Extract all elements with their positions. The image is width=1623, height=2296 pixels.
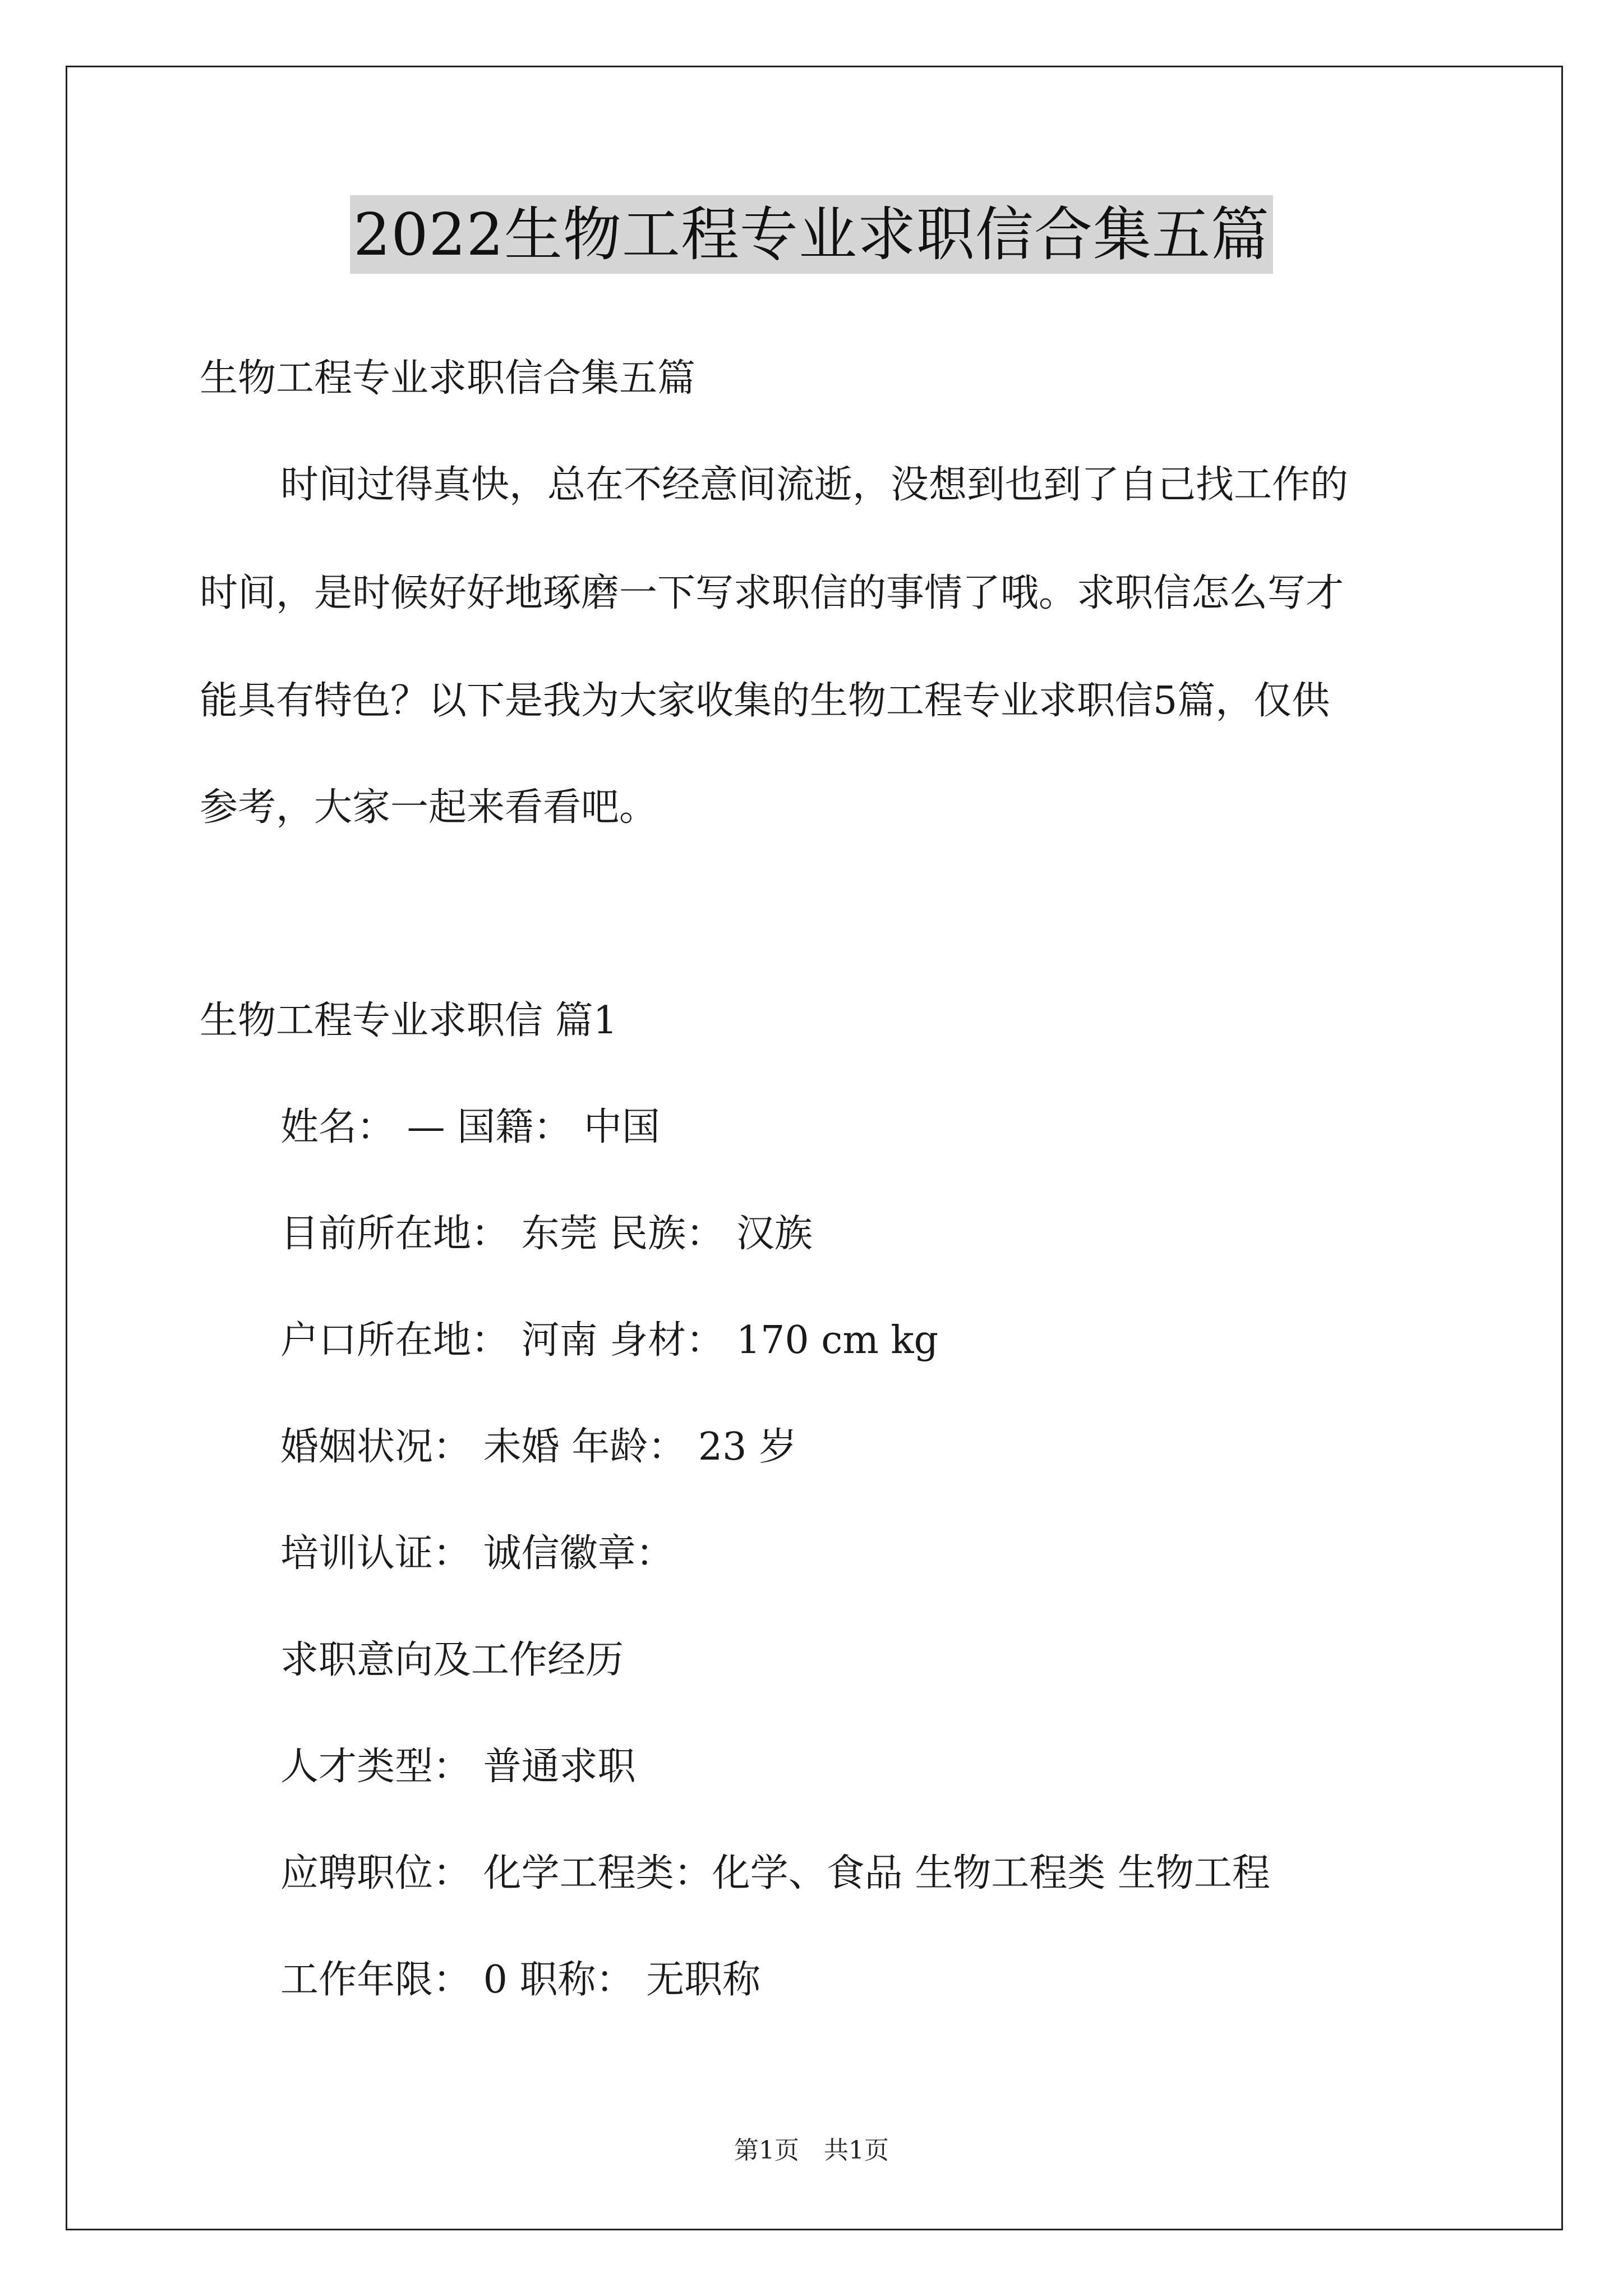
field-marital-age: 婚姻状况： 未婚 年龄： 23 岁: [280, 1425, 797, 1469]
field-position: 应聘职位： 化学工程类：化学、食品 生物工程类 生物工程: [280, 1851, 1270, 1895]
intro-paragraph-line-3: 能具有特色？以下是我为大家收集的生物工程专业求职信5篇，仅供: [200, 679, 1330, 723]
intro-paragraph-line-1: 时间过得真快，总在不经意间流逝，没想到也到了自己找工作的: [280, 463, 1349, 507]
document-title: 2022生物工程专业求职信合集五篇: [350, 195, 1273, 274]
field-location-ethnicity: 目前所在地： 东莞 民族： 汉族: [280, 1212, 813, 1256]
intro-paragraph-line-2: 时间，是时候好好地琢磨一下写求职信的事情了哦。求职信怎么写才: [200, 571, 1344, 615]
field-name-nationality: 姓名： — 国籍： 中国: [280, 1105, 660, 1149]
section-heading: 生物工程专业求职信 篇1: [200, 999, 617, 1043]
field-subheading-intent: 求职意向及工作经历: [280, 1638, 624, 1682]
intro-paragraph-line-4: 参考，大家一起来看看吧。: [200, 785, 658, 830]
title-container: [0, 195, 1623, 274]
intro-heading: 生物工程专业求职信合集五篇: [200, 356, 696, 401]
field-hukou-height: 户口所在地： 河南 身材： 170 cm kg: [280, 1318, 939, 1363]
field-talent-type: 人才类型： 普通求职: [280, 1745, 636, 1789]
field-years-title: 工作年限： 0 职称： 无职称: [280, 1958, 761, 2002]
page-footer: 第1页 共1页: [734, 2136, 889, 2165]
field-certification: 培训认证： 诚信徽章：: [280, 1531, 674, 1576]
